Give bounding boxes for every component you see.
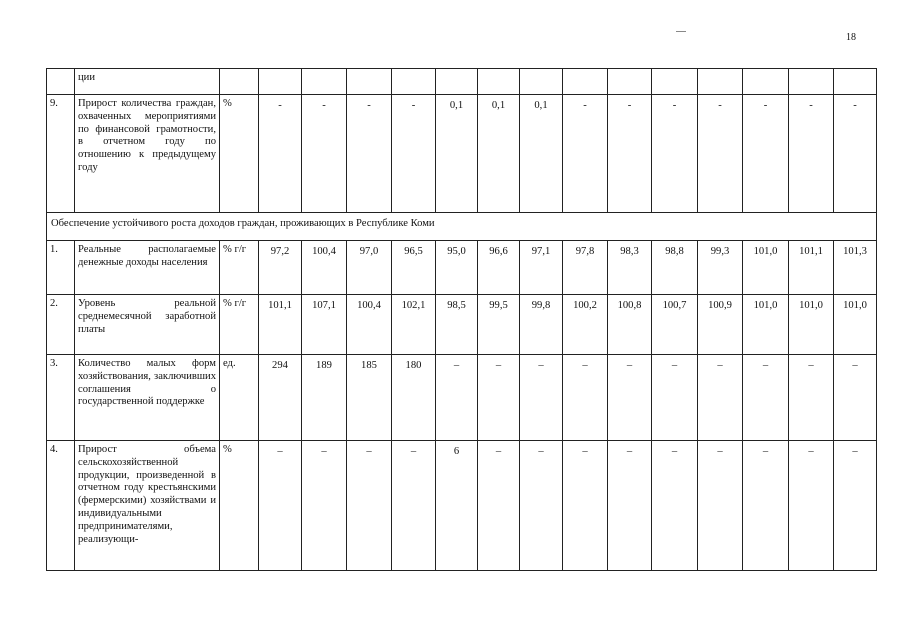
unit-cell: % г/г [220, 295, 259, 355]
value-cell: – [520, 355, 563, 441]
value-cell: - [698, 95, 743, 213]
value-cell [743, 69, 789, 95]
value-cell: – [436, 355, 478, 441]
indicator-name: Реальные располагаемые денежные доходы населения [75, 241, 220, 295]
value-cell: 101,1 [259, 295, 302, 355]
value-cell: - [789, 95, 834, 213]
value-cell: 101,0 [743, 295, 789, 355]
value-cell: – [698, 441, 743, 571]
value-cell [789, 69, 834, 95]
value-cell: – [563, 355, 608, 441]
indicator-name: Уровень реальной среднемесячной заработной платы [75, 295, 220, 355]
value-cell: – [743, 441, 789, 571]
value-cell: – [789, 441, 834, 571]
value-cell: 185 [347, 355, 392, 441]
value-cell: - [347, 95, 392, 213]
row-number: 9. [47, 95, 75, 213]
value-cell [834, 69, 877, 95]
value-cell: 100,4 [302, 241, 347, 295]
value-cell: 101,1 [789, 241, 834, 295]
value-cell: 96,5 [392, 241, 436, 295]
table-row [47, 441, 877, 571]
value-cell: 189 [302, 355, 347, 441]
value-cell: - [652, 95, 698, 213]
value-cell: 100,7 [652, 295, 698, 355]
row-number: 3. [47, 355, 75, 441]
value-cell: 97,0 [347, 241, 392, 295]
value-cell: - [743, 95, 789, 213]
section-row [47, 213, 877, 241]
scan-mark [676, 31, 686, 32]
row-number: 2. [47, 295, 75, 355]
value-cell: 97,8 [563, 241, 608, 295]
table-row [47, 295, 877, 355]
value-cell: 100,9 [698, 295, 743, 355]
indicator-name: ции [75, 69, 220, 95]
value-cell: – [743, 355, 789, 441]
value-cell: 101,0 [743, 241, 789, 295]
value-cell: – [478, 441, 520, 571]
value-cell: 101,0 [789, 295, 834, 355]
value-cell [392, 69, 436, 95]
value-cell: 0,1 [436, 95, 478, 213]
value-cell: 107,1 [302, 295, 347, 355]
value-cell [347, 69, 392, 95]
value-cell: 97,1 [520, 241, 563, 295]
value-cell: 294 [259, 355, 302, 441]
value-cell [563, 69, 608, 95]
value-cell: 102,1 [392, 295, 436, 355]
value-cell: 101,0 [834, 295, 877, 355]
value-cell: 100,2 [563, 295, 608, 355]
value-cell: - [608, 95, 652, 213]
value-cell: – [478, 355, 520, 441]
indicators-table [46, 68, 877, 571]
section-title: Обеспечение устойчивого роста доходов граждан, проживающих в Республике Коми [47, 213, 877, 241]
value-cell: 180 [392, 355, 436, 441]
value-cell: – [520, 441, 563, 571]
value-cell: 0,1 [478, 95, 520, 213]
unit-cell: ед. [220, 355, 259, 441]
value-cell: 99,3 [698, 241, 743, 295]
value-cell [302, 69, 347, 95]
value-cell [652, 69, 698, 95]
value-cell: 98,5 [436, 295, 478, 355]
indicator-name: Количество малых форм хозяйствования, заключивших соглашения о государственной поддержке [75, 355, 220, 441]
value-cell: 98,8 [652, 241, 698, 295]
value-cell: 101,3 [834, 241, 877, 295]
value-cell: 99,5 [478, 295, 520, 355]
value-cell [436, 69, 478, 95]
value-cell: – [347, 441, 392, 571]
unit-cell: % г/г [220, 241, 259, 295]
row-number: 1. [47, 241, 75, 295]
value-cell: 99,8 [520, 295, 563, 355]
unit-cell: % [220, 95, 259, 213]
row-number [47, 69, 75, 95]
value-cell [259, 69, 302, 95]
unit-cell: % [220, 441, 259, 571]
value-cell: – [392, 441, 436, 571]
value-cell: – [834, 441, 877, 571]
table-row [47, 95, 877, 213]
value-cell: – [652, 441, 698, 571]
value-cell [520, 69, 563, 95]
value-cell: - [392, 95, 436, 213]
value-cell: – [789, 355, 834, 441]
value-cell: 98,3 [608, 241, 652, 295]
unit-cell [220, 69, 259, 95]
value-cell: 0,1 [520, 95, 563, 213]
value-cell [478, 69, 520, 95]
value-cell: - [259, 95, 302, 213]
table-row [47, 241, 877, 295]
value-cell: 100,8 [608, 295, 652, 355]
value-cell: – [608, 355, 652, 441]
table-row [47, 355, 877, 441]
value-cell: 97,2 [259, 241, 302, 295]
value-cell: – [302, 441, 347, 571]
value-cell [698, 69, 743, 95]
value-cell: – [834, 355, 877, 441]
value-cell [608, 69, 652, 95]
value-cell: 6 [436, 441, 478, 571]
value-cell: - [563, 95, 608, 213]
indicator-name: Прирост объема сельскохозяйственной продукции, произведенной в отчетном году крестьянскими (фермерскими) хозяйствами и индивидуальными предпринимателями, реализующи- [75, 441, 220, 571]
value-cell: – [652, 355, 698, 441]
row-number: 4. [47, 441, 75, 571]
value-cell: - [302, 95, 347, 213]
value-cell: 96,6 [478, 241, 520, 295]
page-number: 18 [846, 32, 856, 43]
value-cell: – [608, 441, 652, 571]
indicator-name: Прирост количества граждан, охваченных мероприятиями по финансовой грамотности, в отчетном году по отношению к предыдущему году [75, 95, 220, 213]
value-cell: 100,4 [347, 295, 392, 355]
table-row [47, 69, 877, 95]
value-cell: – [698, 355, 743, 441]
value-cell: – [563, 441, 608, 571]
value-cell: – [259, 441, 302, 571]
value-cell: - [834, 95, 877, 213]
value-cell: 95,0 [436, 241, 478, 295]
